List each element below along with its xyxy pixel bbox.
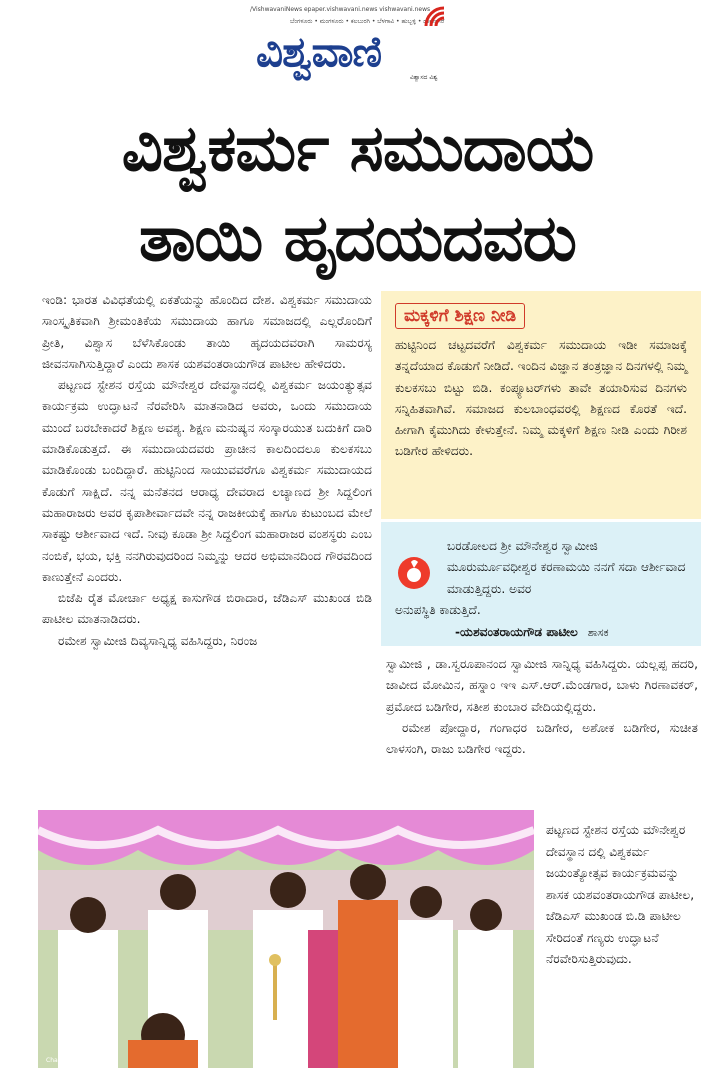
masthead xyxy=(200,2,510,88)
quote-icon xyxy=(397,556,431,590)
article-paragraph: ಸ್ವಾಮೀಜಿ , ಡಾ.ಸ್ವರೂಪಾನಂದ ಸ್ವಾಮೀಜಿ ಸಾನ್ನಿಧ್ಯ ವಹಿಸಿದ್ದರು. ಯಲ್ಲಪ್ಪ ಹದರಿ, ಜಾವೀದ ಮೋಮಿನ, ಹಸ್ನಾಂ ಇಇ ಎಸ್.ಆರ್.ಮೆಂಡಗಾರ, ಬಾಳು ಗಿರಣಾವಕರ್, ಪ್ರಮೋದ ಬಡಿಗೇರ, ಸತೀಶ ಕುಂಬಾರ ವೇದಿಯಲ್ಲಿದ್ದರು. xyxy=(386,657,698,714)
quote-text-end: ಅನುಪಸ್ಥಿತಿ ಕಾಡುತ್ತಿದೆ. xyxy=(395,602,481,617)
article-paragraph: ಇಂಡಿ: ಭಾರತ ವಿವಿಧತೆಯಲ್ಲಿ ಏಕತೆಯನ್ನು ಹೊಂದಿದ ದೇಶ. ವಿಶ್ವಕರ್ಮ ಸಮುದಾಯ ಸಾಂಸ್ಕೃತಿಕವಾಗಿ ಶ್ರೀಮಂತಿಕೆಯ ಸಮುದಾಯ ಹಾಗೂ ಸಮಾಜದಲ್ಲಿ ಎಲ್ಲರೊಂದಿಗೆ ಪ್ರೀತಿ, ವಿಶ್ವಾಸ ಬೆಳೆಸಿಕೊಂಡು ತಾಯಿ ಹೃದಯದವರಾಗಿ ಸಾಮರಸ್ಯ ಜೀವನಸಾಗಿಸುತ್ತಿದ್ದಾರೆ ಎಂದು ಶಾಸಕ ಯಶವಂತರಾಯಗೌಡ ಪಾಟೀಲ ಹೇಳಿದರು. xyxy=(42,293,372,371)
signal-icon xyxy=(422,4,448,30)
headline-line-1: ವಿಶ್ವಕರ್ಮ ಸಮುದಾಯ xyxy=(121,112,594,186)
photo-credit: Chanda xyxy=(46,1057,69,1064)
event-photo-illustration xyxy=(38,810,534,1068)
education-sidebar-box xyxy=(381,291,701,519)
article-continuation xyxy=(386,654,698,760)
masthead-editions-strip: ಬೆಂಗಳೂರು • ಮಂಗಳೂರು • ಕಲಬುರಗಿ • ಬೆಳಗಾವಿ • ಹುಬ್ಬಳ್ಳಿ • ದಾವಣಗೆರೆ xyxy=(290,18,445,25)
event-photo xyxy=(38,810,534,1068)
quote-text: ಬರಡೋಲದ ಶ್ರೀ ಮೌನೇಶ್ವರ ಸ್ವಾಮೀಜಿ ಮೂರುರ್ಮೂವಧೀಶ್ವರ ಕರಣಾಮಯಿ ನನಗೆ ಸದಾ ಆರ್ಶೀವಾದ ಮಾಡುತ್ತಿದ್ದರು. ಅವರ xyxy=(447,539,686,596)
education-box-title: ಮಕ್ಕಳಿಗೆ ಶಿಕ್ಷಣ ನೀಡಿ xyxy=(395,303,525,329)
headline-line-2: ತಾಯಿ ಹೃದಯದವರು xyxy=(139,202,576,276)
masthead-social-strip: /VishwavaniNews epaper.vishwavani.news vishwavani.news xyxy=(250,6,431,13)
article-body xyxy=(42,290,372,652)
quote-box xyxy=(381,522,701,646)
article-paragraph: ಪಟ್ಟಣದ ಸ್ಟೇಶನ ರಸ್ತೆಯ ಮೌನೇಶ್ವರ ದೇವಸ್ಥಾನದಲ್ಲಿ ವಿಶ್ವಕರ್ಮ ಜಯಂತ್ಯುತ್ಸವ ಕಾರ್ಯಕ್ರಮ ಉದ್ಘಾಟನೆ ನೆರವೇರಿಸಿ ಮಾತನಾಡಿದ ಅವರು, ಒಂದು ಸಮುದಾಯ ಮುಂದೆ ಬರಬೇಕಾದರೆ ಶಿಕ್ಷಣ ಅವಶ್ಯ. ಶಿಕ್ಷಣ ಮನುಷ್ಯನ ಸಂಸ್ಕಾರಯುತ ಬದುಕಿಗೆ ದಾರಿ ಮಾಡಿಕೊಡುತ್ತದೆ. ಈ ಸಮುದಾಯದವರು ಪ್ರಾಚೀನ ಕಾಲದಿಂದಲೂ ಕುಲಕಸಬು ಮಾಡಿಕೊಂಡು ಬಂದಿದ್ದಾರೆ. ಹುಟ್ಟಿನಿಂದ ಸಾಯುವವರೆಗೂ ವಿಶ್ವಕರ್ಮ ಸಮುದಾಯದ ಕೊಡುಗೆ ಸಾಕ್ಷಿದೆ. ನನ್ನ ಮನೆತನದ ಆರಾಧ್ಯ ದೇವರಾದ ಲಚ್ಯಾಣದ ಶ್ರೀ ಸಿದ್ದಲಿಂಗ ಮಹಾರಾಜರು ಅವರ ಕೃಪಾಶೀರ್ವಾದವೇ ನನ್ನ ರಾಜಕೀಯಕ್ಕೆ ಹಾಗೂ ಕುಟುಂಬದ ಮೇಲೆ ಸಾಕಷ್ಟು ಆರ್ಶೀವಾದ ಇದೆ. ನೀವು ಕೂಡಾ ಶ್ರೀ ಸಿದ್ದಲಿಂಗ ಮಹಾರಾಜರ ವಂಶಸ್ಥರು ಎಂಬ ನಂಬಿಕೆ, ಭಯ, ಭಕ್ತಿ ನನಗಿರುವುದರಿಂದ ನಿಮ್ಮನ್ನು ಆದರ ಅಭಿಮಾನದಿಂದ ಗೌರವದಿಂದ ಕಾಣುತ್ತೇನೆ ಎಂದರು. xyxy=(42,378,372,584)
newspaper-logo: ವಿಶ್ವವಾಣಿ xyxy=(256,27,382,76)
quote-attribution xyxy=(455,621,687,644)
quote-author: -ಯಶವಂತರಾಯಗೌಡ ಪಾಟೀಲ xyxy=(455,625,578,640)
page-headline xyxy=(20,104,695,284)
article-paragraph: ರಮೇಶ ಪೋದ್ದಾರ, ಗಂಗಾಧರ ಬಡಿಗೇರ, ಅಶೋಕ ಬಡಿಗೇರ, ಸುಚೀತ ಲಾಳಸಂಗಿ, ರಾಜು ಬಡಿಗೇರ ಇದ್ದರು. xyxy=(386,720,698,757)
article-paragraph: ಬಿಜೆಪಿ ರೈತ ಮೋರ್ಚಾ ಅಧ್ಯಕ್ಷ ಕಾಸುಗೌಡ ಬಿರಾದಾರ, ಜೆಡಿಎಸ್ ಮುಖಂಡ ಬಿಡಿ ಪಾಟೀಲ ಮಾತನಾಡಿದರು. xyxy=(42,591,372,627)
education-box-body: ಹುಟ್ಟಿನಿಂದ ಚಟ್ಟದವರೆಗೆ ವಿಶ್ವಕರ್ಮ ಸಮುದಾಯ ಇಡೀ ಸಮಾಜಕ್ಕೆ ತನ್ನದೆಯಾದ ಕೊಡುಗೆ ನೀಡಿದೆ. ಇಂದಿನ ವಿಜ್ಞಾನ ತಂತ್ರಜ್ಞಾನ ದಿನಗಳಲ್ಲಿ ನಿಮ್ಮ ಕುಲಕಸಬು ಬಿಟ್ಟು ಬಿಡಿ. ಕಂಪ್ಯೂಟರ್‌ಗಳು ತಾವೇ ತಯಾರಿಸುವ ದಿನಗಳು ಸನ್ನಿಹಿತವಾಗಿವೆ. ಸಮಾಜದ ಕುಲಬಾಂಧವರಲ್ಲಿ ಶಿಕ್ಷಣದ ಕೊರತೆ ಇದೆ. ಹೀಗಾಗಿ ಕೈಮುಗಿದು ಕೇಳುತ್ತೇನೆ. ನಿಮ್ಮ ಮಕ್ಕಳಿಗೆ ಶಿಕ್ಷಣ ನೀಡಿ ಎಂದು ಗಿರೀಶ ಬಡಿಗೇರ ಹೇಳಿದರು. xyxy=(395,338,687,459)
quote-author-role: ಶಾಸಕ xyxy=(587,626,609,640)
article-paragraph: ರಮೇಶ ಸ್ವಾಮೀಜಿ ದಿವ್ಯಸಾನ್ನಿಧ್ಯ ವಹಿಸಿದ್ದರು, ನಿರಂಜ xyxy=(58,633,258,648)
photo-caption: ಪಟ್ಟಣದ ಸ್ಟೇಶನ ರಸ್ತೆಯ ಮೌನೇಶ್ವರ ದೇವಸ್ಥಾನ ದಲ್ಲಿ ವಿಶ್ವಕರ್ಮ ಜಯಂತ್ಯೋತ್ಸವ ಕಾರ್ಯಕ್ರಮವನ್ನು ಶಾಸಕ ಯಶವಂತರಾಯಗೌಡ ಪಾಟೀಲ, ಜೆಡಿಎಸ್ ಮುಖಂಡ ಬಿ.ಡಿ ಪಾಟೀಲ ಸೇರಿದಂತೆ ಗಣ್ಯರು ಉದ್ಘಾಟನೆ ನೆರವೇರಿಸುತ್ತಿರುವುದು. xyxy=(546,823,695,966)
newspaper-tagline: ವಿಶ್ವಾಸದ ವಿಶ್ವ xyxy=(410,74,438,81)
